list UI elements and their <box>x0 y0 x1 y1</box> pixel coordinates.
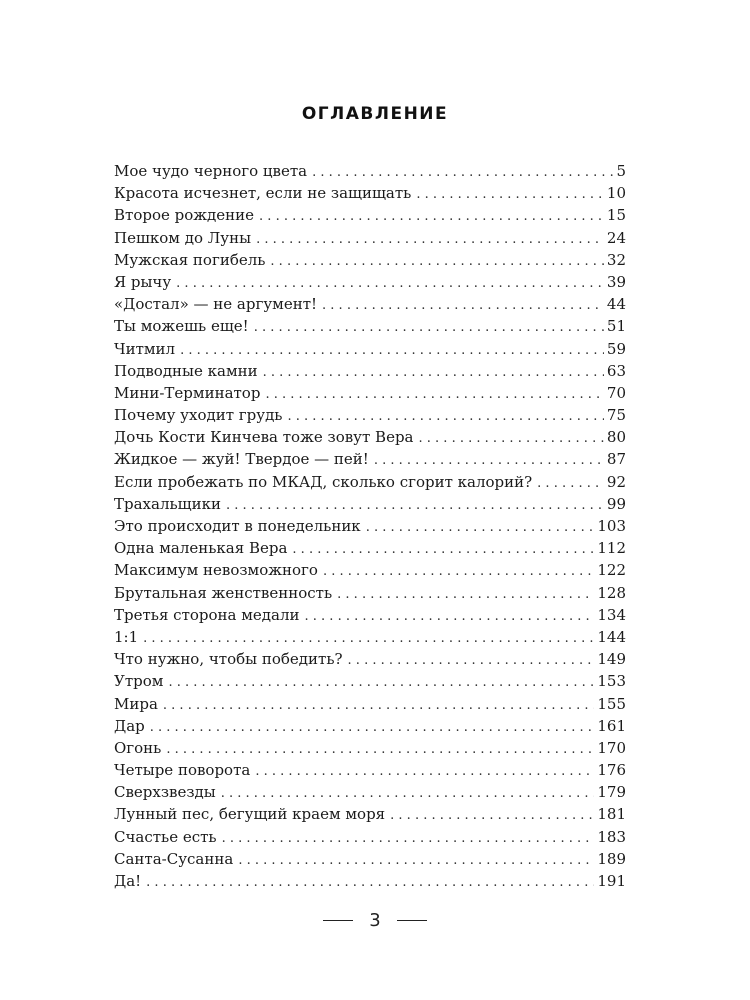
toc-entry-title: Пешком до Луны <box>114 228 252 247</box>
toc-entry-page: 32 <box>606 250 626 269</box>
toc-entry <box>114 737 626 759</box>
dot-leader <box>537 473 604 495</box>
dot-leader <box>254 317 604 339</box>
toc-entry-title: Огонь <box>114 738 162 757</box>
toc-entry-page: 75 <box>606 406 626 425</box>
dot-leader <box>226 495 604 517</box>
toc-entry <box>114 204 626 226</box>
toc-entry-page: 10 <box>606 184 626 203</box>
toc-entry <box>114 515 626 537</box>
dot-leader <box>312 162 613 184</box>
toc-entry-page: 128 <box>597 583 626 602</box>
dot-leader <box>180 340 604 362</box>
toc-entry-title: Что нужно, чтобы победить? <box>114 650 343 669</box>
dot-leader <box>366 517 595 539</box>
right-rule-divider <box>397 920 427 921</box>
toc-entry-title: Если пробежать по МКАД, сколько сгорит калорий? <box>114 472 533 491</box>
dot-leader <box>163 695 594 717</box>
toc-entry <box>114 759 626 781</box>
toc-entry-title: Одна маленькая Вера <box>114 539 288 558</box>
dot-leader <box>221 783 595 805</box>
page-footer <box>0 910 750 931</box>
toc-entry-page: 63 <box>606 361 626 380</box>
toc-entry-title: Второе рождение <box>114 206 255 225</box>
dot-leader <box>390 805 594 827</box>
toc-entry-page: 161 <box>597 716 626 735</box>
toc-entry-title: Жидкое — жуй! Твердое — пей! <box>114 450 369 469</box>
toc-entry-page: 191 <box>597 872 626 890</box>
toc-entry <box>114 448 626 470</box>
dot-leader <box>265 384 603 406</box>
toc-entry <box>114 271 626 293</box>
toc-entry-page: 51 <box>606 317 626 336</box>
toc-entry <box>114 360 626 382</box>
toc-entry-page: 103 <box>597 517 626 535</box>
dot-leader <box>143 628 594 650</box>
toc-entry-page: 15 <box>606 206 626 225</box>
toc-entry-title: Дочь Кости Кинчева тоже зовут Вера <box>114 428 414 447</box>
dot-leader <box>222 828 595 850</box>
toc-entry <box>114 338 626 360</box>
toc-entry-title: Счастье есть <box>114 827 217 846</box>
toc-entry-page: 112 <box>597 539 626 558</box>
toc-entry-title: Мини-Терминатор <box>114 383 261 402</box>
dot-leader <box>263 362 604 384</box>
left-rule-divider <box>323 920 353 921</box>
dot-leader <box>323 561 594 583</box>
toc-entry <box>114 870 626 892</box>
toc-entry-page: 80 <box>606 428 626 447</box>
toc-entry-title: Это происходит в понедельник <box>114 517 361 535</box>
dot-leader <box>322 295 604 317</box>
dot-leader <box>337 584 594 606</box>
page-title: ОГЛАВЛЕНИЕ <box>301 104 449 125</box>
dot-leader <box>238 850 594 872</box>
dot-leader <box>176 273 604 295</box>
toc-entry <box>114 493 626 515</box>
toc-entry-title: Третья сторона медали <box>114 605 300 624</box>
toc-entry-title: Дар <box>114 716 145 735</box>
toc-entry <box>114 382 626 404</box>
toc-entry-page: 144 <box>597 627 626 646</box>
toc-entry-page: 155 <box>597 694 626 713</box>
toc-entry-page: 183 <box>597 827 626 846</box>
toc-entry <box>114 160 626 182</box>
toc-entry <box>114 626 626 648</box>
dot-leader <box>255 761 594 783</box>
toc-entry <box>114 693 626 715</box>
toc-entry-page: 87 <box>606 450 626 469</box>
toc-entry-title: Максимум невозможного <box>114 561 318 580</box>
toc-entry <box>114 826 626 848</box>
toc-entry <box>114 426 626 448</box>
toc-entry-title: Трахальщики <box>114 494 221 513</box>
toc-entry <box>114 559 626 581</box>
toc-entry-title: Мира <box>114 694 158 713</box>
toc-entry <box>114 604 626 626</box>
toc-entry-title: Брутальная женственность <box>114 583 333 602</box>
toc-entry-page: 189 <box>597 849 626 868</box>
dot-leader <box>166 739 594 761</box>
toc-entry-page: 59 <box>606 339 626 358</box>
toc-entry-page: 170 <box>597 738 626 757</box>
dot-leader <box>259 206 604 228</box>
toc-entry-page: 39 <box>606 272 626 291</box>
toc-entry-page: 92 <box>606 472 626 491</box>
dot-leader <box>292 539 594 561</box>
dot-leader <box>419 428 604 450</box>
toc-entry <box>114 848 626 870</box>
toc-entry <box>114 182 626 204</box>
toc-entry-page: 181 <box>597 805 626 824</box>
dot-leader <box>374 450 604 472</box>
dot-leader <box>348 650 595 672</box>
toc-entry <box>114 249 626 271</box>
toc-entry-page: 179 <box>597 783 626 802</box>
toc-entry-page: 149 <box>597 650 626 669</box>
toc-entry <box>114 715 626 737</box>
page-number: 3 <box>369 910 381 931</box>
toc-entry-title: Читмил <box>114 339 176 358</box>
toc-entry-title: Ты можешь еще! <box>114 317 249 336</box>
toc-entry-page: 99 <box>606 494 626 513</box>
toc-entry <box>114 537 626 559</box>
dot-leader <box>287 406 603 428</box>
toc-entry-title: Лунный пес, бегущий краем моря <box>114 805 386 824</box>
toc-entry-page: 176 <box>597 761 626 780</box>
toc-entry <box>114 803 626 825</box>
dot-leader <box>305 606 595 628</box>
toc-entry <box>114 471 626 493</box>
toc-entry-page: 24 <box>606 228 626 247</box>
dot-leader <box>168 672 594 694</box>
toc-entry-page: 134 <box>597 605 626 624</box>
toc-entry <box>114 315 626 337</box>
toc-entry-title: Сверхзвезды <box>114 783 216 802</box>
toc-entry-title: 1:1 <box>114 627 139 646</box>
dot-leader <box>416 184 604 206</box>
table-of-contents <box>114 160 626 892</box>
dot-leader <box>146 872 594 894</box>
toc-entry-page: 5 <box>616 162 626 180</box>
toc-entry-title: Мое чудо черного цвета <box>114 162 308 180</box>
dot-leader <box>150 717 595 739</box>
toc-entry-title: Почему уходит грудь <box>114 406 283 425</box>
toc-entry-title: Мужская погибель <box>114 250 266 269</box>
toc-entry <box>114 227 626 249</box>
toc-entry-title: Утром <box>114 672 164 691</box>
toc-entry-page: 122 <box>597 561 626 580</box>
toc-entry-title: Красота исчезнет, если не защищать <box>114 184 412 203</box>
toc-entry-page: 153 <box>597 672 626 691</box>
toc-entry-title: Четыре поворота <box>114 761 251 780</box>
toc-entry-title: «Достал» — не аргумент! <box>114 295 318 314</box>
toc-entry <box>114 582 626 604</box>
toc-entry <box>114 781 626 803</box>
toc-entry <box>114 670 626 692</box>
toc-entry-page: 70 <box>606 383 626 402</box>
toc-entry-title: Я рычу <box>114 272 172 291</box>
toc-entry <box>114 404 626 426</box>
dot-leader <box>256 229 604 251</box>
toc-entry-title: Подводные камни <box>114 361 258 380</box>
toc-entry <box>114 293 626 315</box>
toc-entry-title: Санта-Сусанна <box>114 849 234 868</box>
toc-entry <box>114 648 626 670</box>
toc-entry-page: 44 <box>606 295 626 314</box>
toc-entry-title: Да! <box>114 872 142 890</box>
dot-leader <box>270 251 603 273</box>
